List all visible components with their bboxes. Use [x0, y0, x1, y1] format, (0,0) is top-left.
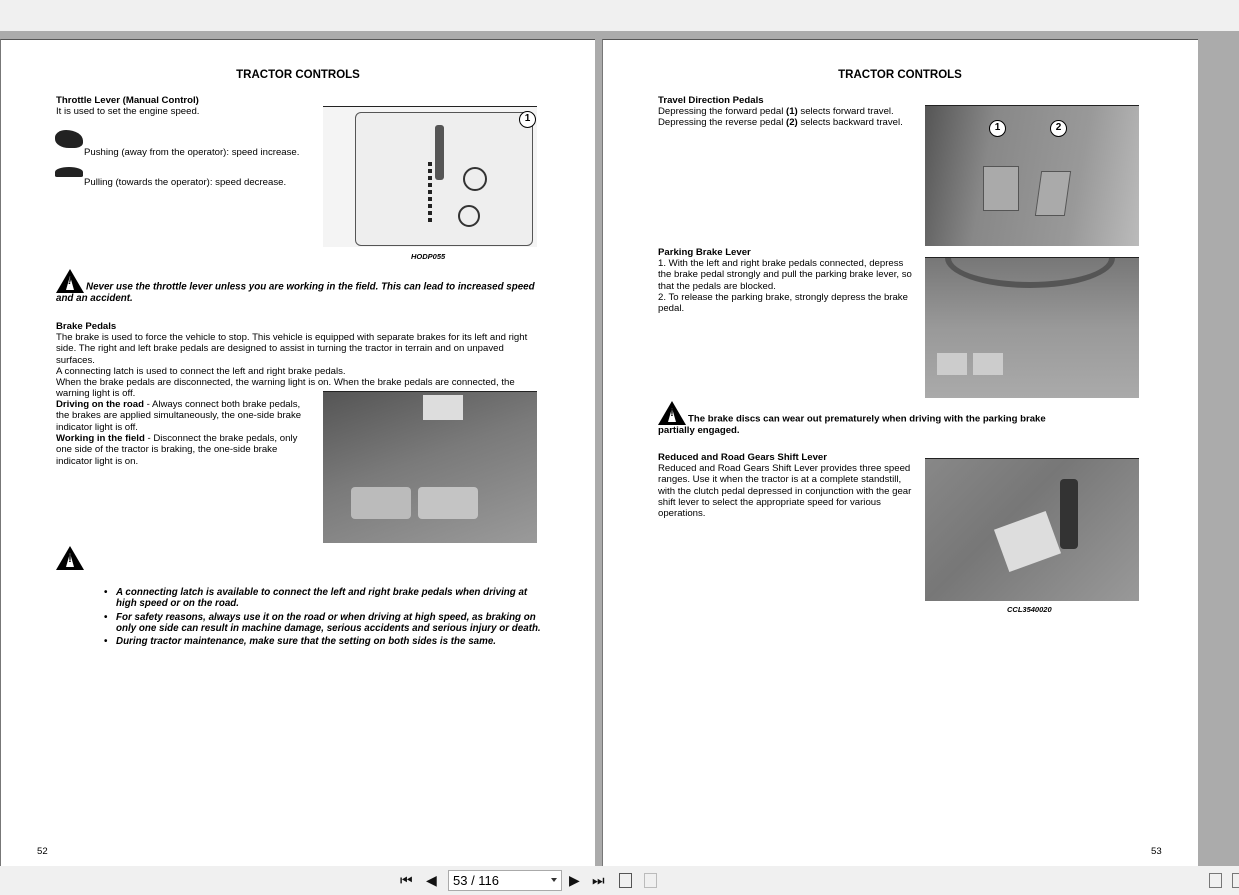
road-label: Driving on the road — [56, 399, 144, 410]
gears-heading: Reduced and Road Gears Shift Lever — [658, 452, 828, 463]
road-text — [56, 399, 316, 433]
turtle-icon — [55, 167, 83, 177]
single-page-view-icon[interactable] — [1209, 873, 1222, 888]
warning-icon — [56, 269, 84, 293]
warning-text: The brake discs can wear out prematurely when driving with the parking brake partially engaged. — [658, 413, 1046, 436]
gear-shift-photo — [925, 458, 1139, 601]
field-text — [56, 433, 316, 467]
warning-icon — [658, 401, 686, 425]
throttle-warning — [56, 269, 536, 304]
figure-caption: CCL3540020 — [1007, 605, 1052, 614]
travel-line-2 — [658, 117, 903, 128]
page-value: 53 / 116 — [453, 873, 500, 888]
last-page-button[interactable]: ⏭ — [592, 872, 605, 888]
warning-item: • A connecting latch is available to connect the left and right brake pedals when driving at high speed or on the road. — [116, 587, 541, 610]
brake-p3: When the brake pedals are disconnected, the warning light is on. When the brake pedals are connected, the warning light is off. — [56, 377, 515, 400]
chevron-down-icon — [551, 878, 557, 882]
two-page-view-icon[interactable] — [1232, 873, 1239, 888]
page-52 — [0, 39, 595, 866]
brake-heading: Brake Pedals — [56, 321, 117, 332]
push-text: Pushing (away from the operator): speed increase. — [84, 147, 300, 158]
throttle-heading: Throttle Lever (Manual Control) — [56, 95, 199, 106]
parking-p1: 1. With the left and right brake pedals connected, depress the brake pedal strongly and pull the parking brake lever, so that the pedals are blocked. — [658, 258, 912, 292]
next-page-button[interactable]: ▶ — [569, 872, 580, 888]
callout-2: 2 — [1050, 120, 1067, 137]
figure-caption: HODP055 — [411, 252, 446, 261]
text: Depressing the reverse pedal — [658, 117, 786, 128]
previous-page-button[interactable]: ◀ — [426, 872, 437, 888]
rabbit-icon — [55, 130, 83, 148]
text: selects forward travel. — [797, 106, 894, 117]
travel-line-1 — [658, 106, 894, 117]
page-53 — [602, 39, 1198, 866]
page-title: TRACTOR CONTROLS — [236, 69, 360, 81]
warning-icon — [56, 546, 86, 570]
warning-text: Never use the throttle lever unless you are working in the field. This can lead to increased speed and an accident. — [56, 281, 535, 304]
travel-pedals-photo — [925, 105, 1139, 246]
page-number: 52 — [37, 846, 48, 857]
text: selects backward travel. — [797, 117, 903, 128]
pull-text: Pulling (towards the operator): speed decrease. — [84, 177, 287, 188]
throttle-lever-figure — [323, 106, 537, 247]
text: Depressing the forward pedal — [658, 106, 786, 117]
page-title: TRACTOR CONTROLS — [838, 69, 962, 81]
road-desc: - Always connect both brake pedals, the brakes are applied simultaneously, the one-side brake indicator light is off. — [56, 399, 302, 433]
field-label: Working in the field — [56, 433, 145, 444]
warning-item: • During tractor maintenance, make sure that the setting on both sides is the same. — [116, 636, 541, 647]
brake-p2: A connecting latch is used to connect the left and right brake pedals. — [56, 366, 346, 377]
parking-brake-photo — [925, 257, 1139, 398]
parking-heading: Parking Brake Lever — [658, 247, 751, 258]
gears-text: Reduced and Road Gears Shift Lever provides three speed ranges. Use it when the tractor is at a complete standstill, with the clutch pedal depressed in conjunction with the gear shift lever to select the appropriate speed for various operations. — [658, 463, 912, 520]
callout-1: 1 — [519, 111, 536, 128]
go-back-view-icon[interactable] — [619, 873, 632, 888]
warning-list — [116, 587, 541, 647]
brake-p1: The brake is used to force the vehicle to stop. This vehicle is equipped with separate brakes for its left and right side. The right and left brake pedals are designed to assist in turning the tractor in terrain and on unpaved surfaces. — [56, 332, 528, 366]
top-bar — [0, 0, 1239, 31]
page-selector[interactable] — [448, 870, 562, 891]
page-number: 53 — [1151, 846, 1162, 857]
warning-item: • For safety reasons, always use it on the road or when driving at high speed, as braking on only one side can result in machine damage, serious accidents and serious injury or death. — [116, 612, 541, 635]
callout-1: 1 — [989, 120, 1006, 137]
parking-p2: 2. To release the parking brake, strongly depress the brake pedal. — [658, 292, 908, 315]
first-page-button[interactable]: ⏮ — [400, 872, 413, 888]
parking-warning — [658, 401, 1078, 436]
go-forward-view-icon[interactable] — [644, 873, 657, 888]
ref: (2) — [786, 117, 798, 128]
throttle-text: It is used to set the engine speed. — [56, 106, 200, 117]
ref: (1) — [786, 106, 798, 117]
travel-heading: Travel Direction Pedals — [658, 95, 764, 106]
brake-pedals-photo — [323, 391, 537, 543]
field-desc: - Disconnect the brake pedals, only one side of the tractor is braking, the one-side brake indicator light is on. — [56, 433, 298, 467]
